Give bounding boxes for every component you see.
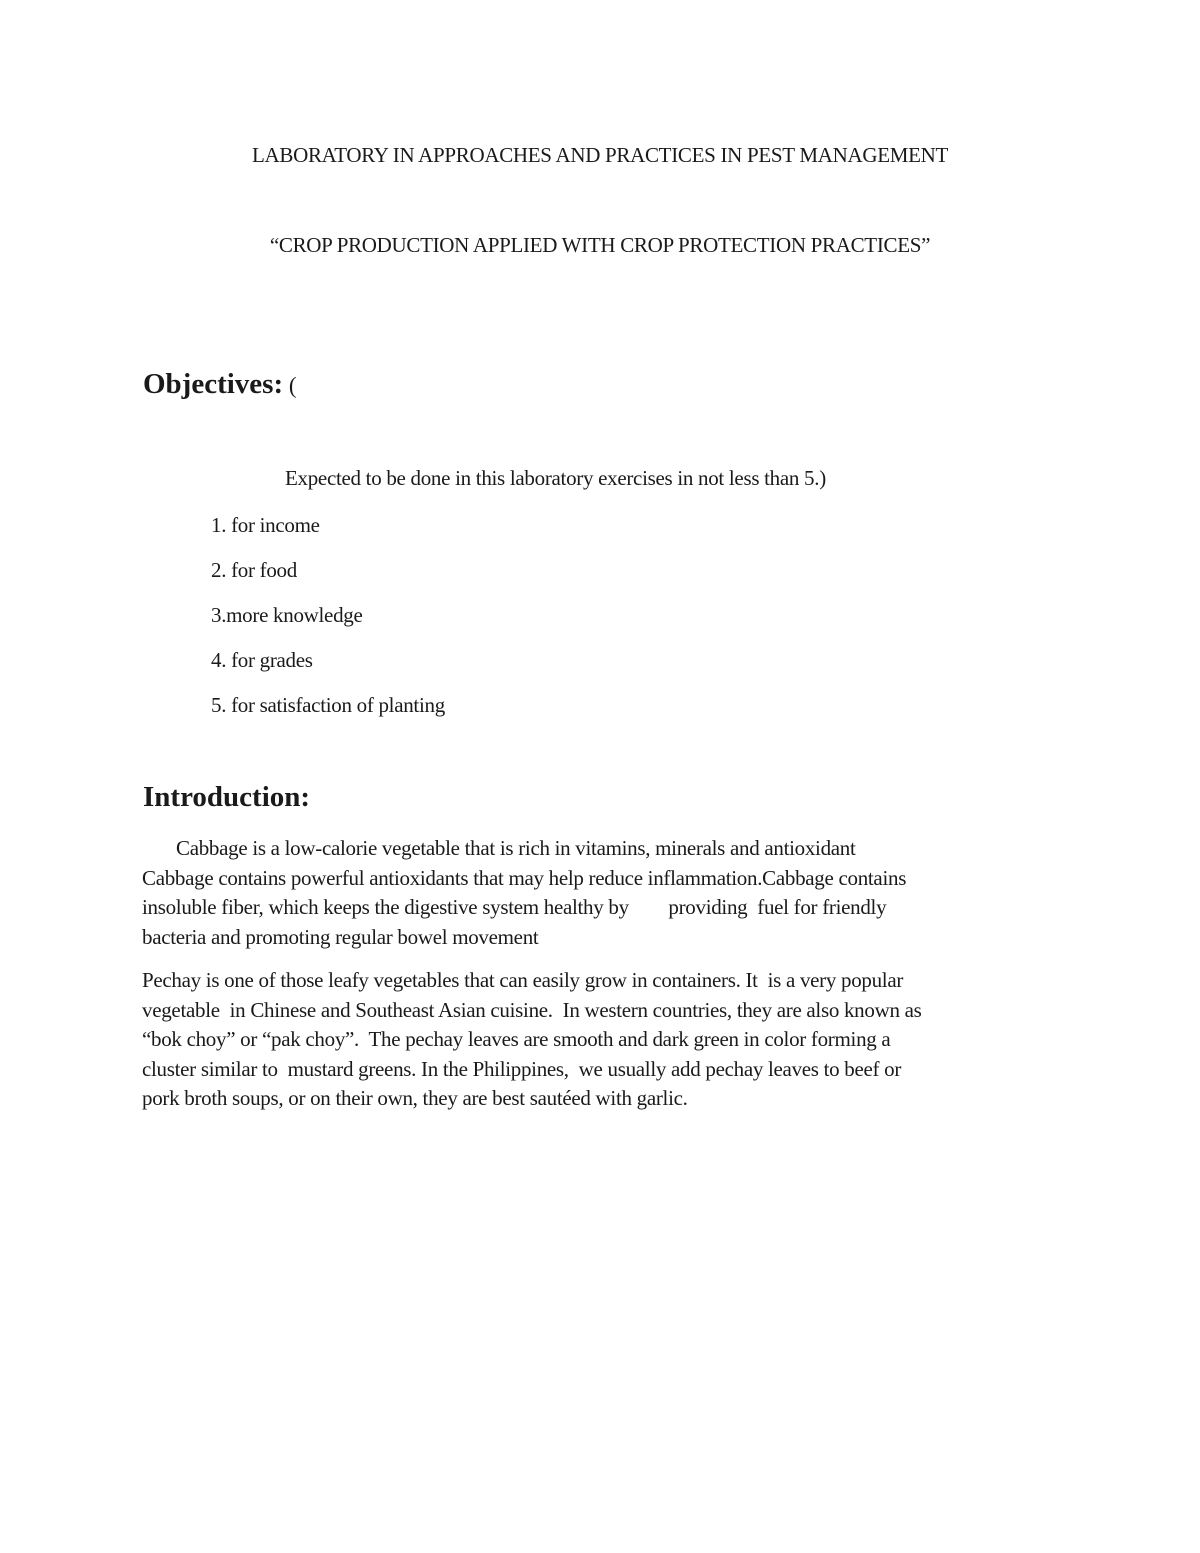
objectives-heading xyxy=(143,368,297,401)
document-subtitle: “CROP PRODUCTION APPLIED WITH CROP PROTECTION PRACTICES” xyxy=(269,233,931,257)
objective-item: 4. for grades xyxy=(211,648,313,672)
paragraph-line: pork broth soups, or on their own, they are best sautéed with garlic. xyxy=(142,1086,688,1110)
paragraph-line: cluster similar to mustard greens. In the Philippines, we usually add pechay leaves to beef or xyxy=(142,1056,902,1081)
introduction-paragraph-cabbage xyxy=(142,834,1062,952)
paragraph-line: Cabbage contains powerful antioxidants that may help reduce inflammation.Cabbage contains xyxy=(142,865,907,890)
paragraph-line: bacteria and promoting regular bowel movement xyxy=(142,924,539,949)
document-title: LABORATORY IN APPROACHES AND PRACTICES IN PEST MANAGEMENT xyxy=(251,143,949,167)
paragraph-line: insoluble fiber, which keeps the digestive system healthy by providing fuel for friendly xyxy=(142,895,887,919)
paragraph-line: vegetable in Chinese and Southeast Asian cuisine. In western countries, they are also known as xyxy=(142,997,922,1022)
paragraph-line: Pechay is one of those leafy vegetables that can easily grow in containers. It is a very popular xyxy=(142,968,904,992)
objectives-list xyxy=(211,511,445,736)
objective-item: 3.more knowledge xyxy=(211,603,363,627)
paragraph-line: Cabbage is a low-calorie vegetable that is rich in vitamins, minerals and antioxidant xyxy=(176,836,856,860)
introduction-paragraph-pechay xyxy=(142,966,1062,1114)
objective-item: 1. for income xyxy=(211,513,320,537)
objectives-heading-label: Objectives: xyxy=(143,368,284,400)
objective-item: 2. for food xyxy=(211,558,297,582)
paragraph-line: “bok choy” or “pak choy”. The pechay leaves are smooth and dark green in color forming a xyxy=(142,1027,891,1051)
introduction-heading: Introduction: xyxy=(143,781,311,813)
objective-item: 5. for satisfaction of planting xyxy=(211,693,445,717)
objectives-note: Expected to be done in this laboratory exercises in not less than 5.) xyxy=(285,466,826,490)
objectives-heading-paren: ( xyxy=(283,373,297,398)
